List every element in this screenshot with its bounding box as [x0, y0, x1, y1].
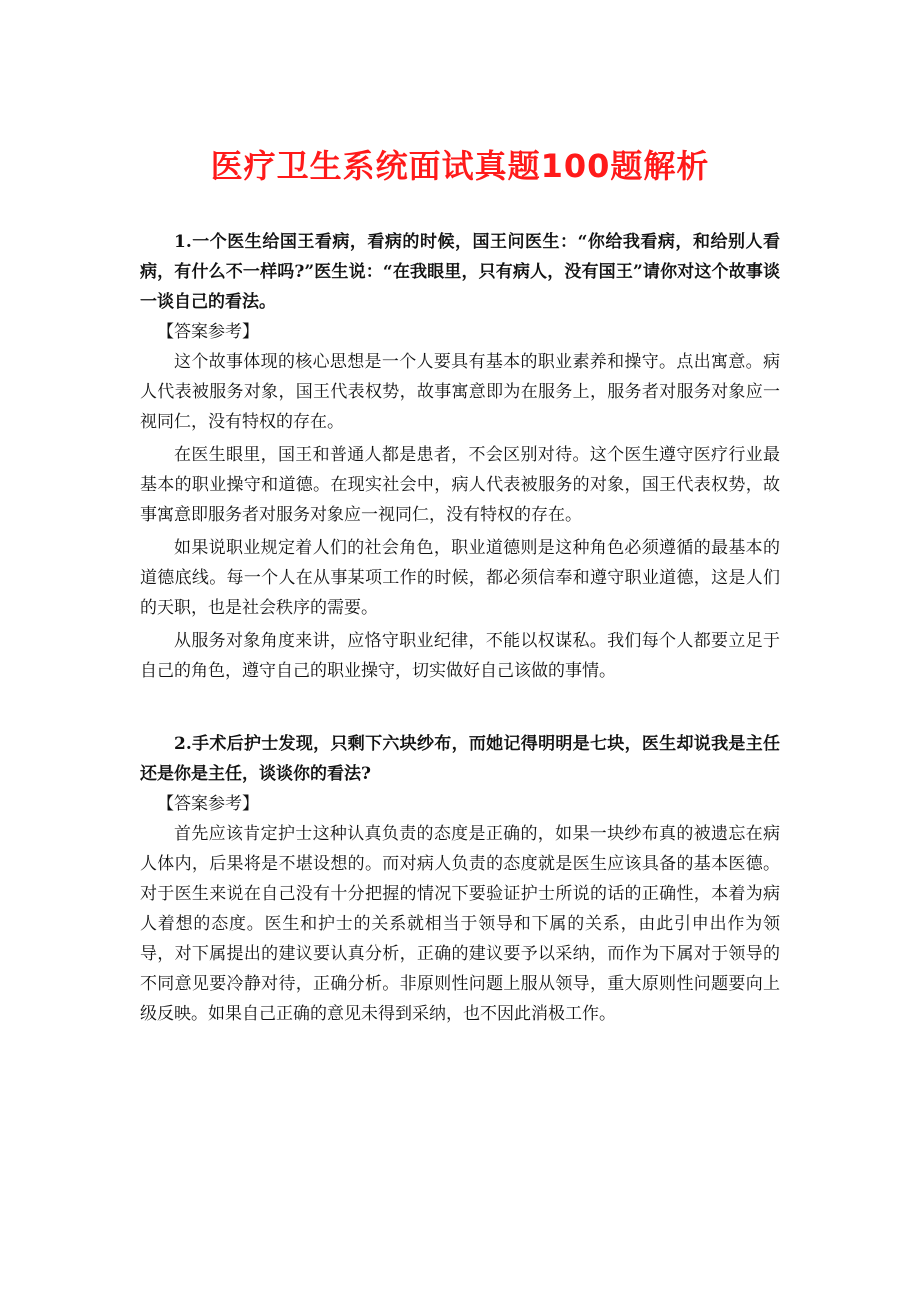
answer-1-paragraph-2: 在医生眼里，国王和普通人都是患者，不会区别对待。这个医生遵守医疗行业最基本的职业操守和道德。在现实社会中，病人代表被服务的对象，国王代表权势，故事寓意即服务者对服务对象应一视同仁，没有特权的存在。	[140, 445, 780, 525]
question-section-1	[140, 227, 780, 686]
document-body	[140, 227, 780, 1032]
question-1-text: 1.一个医生给国王看病，看病的时候，国王问医生：“你给我看病，和给别人看病，有什么不一样吗?”医生说：“在我眼里，只有病人，没有国王”请你对这个故事谈一谈自己的看法。	[140, 232, 780, 312]
answer-1-paragraph-1: 这个故事体现的核心思想是一个人要具有基本的职业素养和操守。点出寓意。病人代表被服务对象，国王代表权势，故事寓意即为在服务上，服务者对服务对象应一视同仁，没有特权的存在。	[140, 352, 780, 432]
answer-reference-label-2: 【答案参考】	[157, 794, 259, 814]
question-section-2	[140, 729, 780, 1029]
page-title: 医疗卫生系统面试真题100题解析	[210, 147, 710, 185]
answer-1-paragraph-3: 如果说职业规定着人们的社会角色，职业道德则是这种角色必须遵循的最基本的道德底线。每一个人在从事某项工作的时候，都必须信奉和遵守职业道德，这是人们的天职，也是社会秩序的需要。	[140, 538, 780, 618]
section-spacer	[140, 689, 780, 729]
answer-1-paragraph-4: 从服务对象角度来讲，应恪守职业纪律，不能以权谋私。我们每个人都要立足于自己的角色，遵守自己的职业操守，切实做好自己该做的事情。	[140, 631, 780, 681]
answer-reference-label-1: 【答案参考】	[157, 322, 259, 342]
answer-2-paragraph-1: 首先应该肯定护士这种认真负责的态度是正确的，如果一块纱布真的被遗忘在病人体内，后果将是不堪设想的。而对病人负责的态度就是医生应该具备的基本医德。对于医生来说在自己没有十分把握的情况下要验证护士所说的话的正确性，本着为病人着想的态度。医生和护士的关系就相当于领导和下属的关系，由此引申出作为领导，对下属提出的建议要认真分析，正确的建议要予以采纳，而作为下属对于领导的不同意见要冷静对待，正确分析。非原则性问题上服从领导，重大原则性问题要向上级反映。如果自己正确的意见未得到采纳，也不因此消极工作。	[140, 824, 780, 1024]
question-2-text: 2.手术后护士发现，只剩下六块纱布，而她记得明明是七块，医生却说我是主任还是你是主任，谈谈你的看法?	[140, 734, 780, 784]
